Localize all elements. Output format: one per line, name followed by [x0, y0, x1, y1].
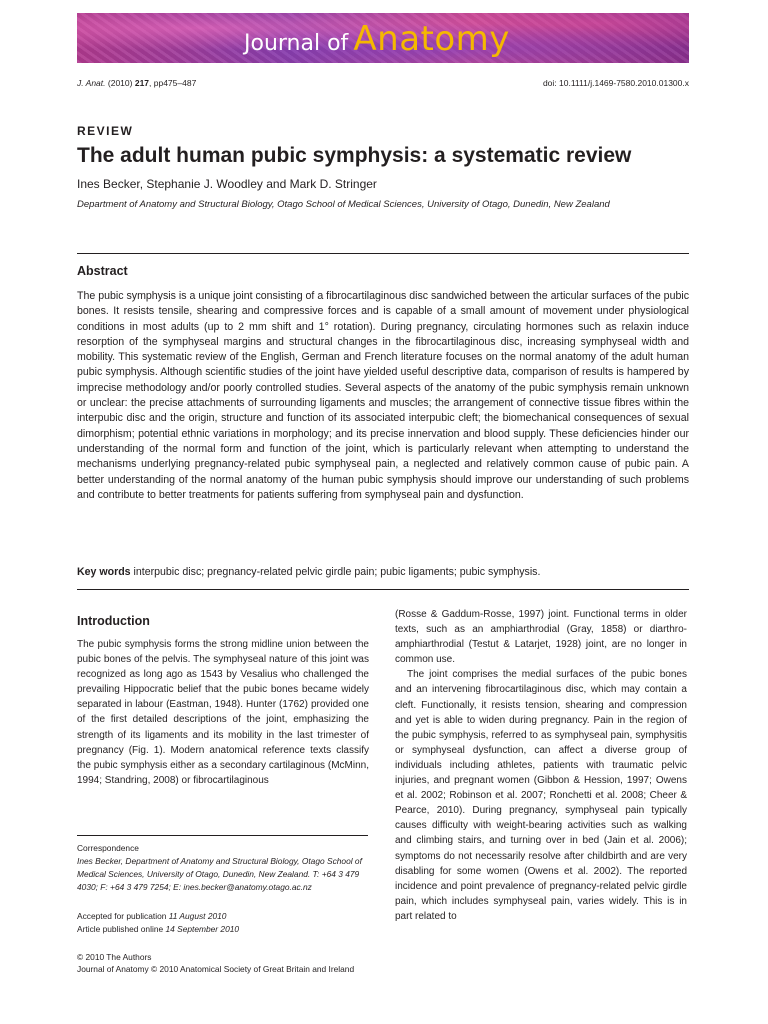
published-label: Article published online [77, 924, 166, 934]
article-authors: Ines Becker, Stephanie J. Woodley and Mark D. Stringer [77, 177, 377, 191]
article-title: The adult human pubic symphysis: a systematic review [77, 144, 632, 167]
publication-dates [77, 910, 372, 936]
journal-title-prefix: Journal of [244, 31, 349, 56]
abstract-bottom-rule [77, 589, 689, 590]
introduction-paragraph-1: The pubic symphysis forms the strong midline union between the pubic bones of the pelvis. The symphyseal nature of this joint was recognized as long ago as 1543 by Vesalius who challenged the prevailing Hippocratic belief that the pubic bones became widely separated in labour (Eastman, 1948). Hunter (1762) provided one of the first detailed descriptions of the joint, emphasizing the strength of its ligaments and its mobility in the last trimester of pregnancy (Fig. 1). Modern anatomical reference texts classify the pubic symphysis either as a secondary cartilaginous (McMinn, 1994; Standring, 2008) or fibrocartilaginous [77, 639, 369, 786]
introduction-heading: Introduction [77, 614, 150, 628]
abstract-heading: Abstract [77, 264, 128, 278]
accepted-label: Accepted for publication [77, 911, 169, 921]
footnote-rule [77, 835, 368, 836]
citation-year: (2010) [107, 78, 133, 88]
copyright-line-1: © 2010 The Authors [77, 952, 152, 962]
citation-journal: J. Anat. [77, 78, 106, 88]
copyright [77, 952, 677, 975]
correspondence [77, 842, 372, 894]
introduction-paragraph-3: The joint comprises the medial surfaces of the pubic bones and an intervening fibrocartilaginous disc, which may contain a cleft. Functionally, it resists tension, shearing and compression and yet is able to widen during pregnancy. Pain in the region of the pubic symphysis, referred to as symphyseal pain, symphysitis or symphyseal dysfunction, can affect a diverse group of individuals including athletes, patients with traumatic pelvic injuries, and pregnant women (Gibbon & Hession, 1997; Owens et al. 2002; Robinson et al. 2007; Ronchetti et al. 2008; Cheer & Pearce, 2010). During pregnancy, symphyseal pain typically causes difficulty with weight-bearing activities such as walking and climbing stairs, and turning over in bed (Jain et al. 2006); symptoms do not necessarily resolve after childbirth and are very disabling for some women (Owens et al. 2002). The reported incidence and point prevalence of pregnancy-related pelvic girdle pain, which includes symphyseal pain, varies widely. This is in part related to [395, 669, 687, 922]
abstract-top-rule [77, 253, 689, 254]
copyright-line-2: Journal of Anatomy © 2010 Anatomical Society of Great Britain and Ireland [77, 963, 355, 974]
journal-title [244, 19, 510, 59]
correspondence-label: Correspondence [77, 843, 139, 853]
article-type-label: REVIEW [77, 124, 134, 138]
journal-title-name: Anatomy [353, 19, 510, 59]
introduction-right-column [395, 607, 687, 924]
journal-banner [77, 13, 689, 63]
citation [77, 78, 196, 88]
published-date: 14 September 2010 [165, 924, 240, 934]
keywords-text: interpubic disc; pregnancy-related pelvic girdle pain; pubic ligaments; pubic symphysis. [130, 566, 541, 578]
published-line [77, 923, 372, 936]
citation-volume: 217 [134, 78, 150, 88]
abstract-text: The pubic symphysis is a unique joint consisting of a fibrocartilaginous disc sandwiched between the articular surfaces of the pubic bones. It resists tensile, shearing and compressive forces and is capable of a small amount of movement under physiological conditions in most adults (up to 2 mm shift and 1° rotation). During pregnancy, circulating hormones such as relaxin induce resorption of the symphyseal margins and structural changes in the fibrocartilaginous disc, increasing symphyseal width and mobility. This systematic review of the English, German and French literature focuses on the normal anatomy of the adult human pubic symphysis. Although scientific studies of the joint have yielded useful descriptive data, comparison of results is hampered by imprecise methodology and/or poorly controlled studies. Several aspects of the anatomy of the pubic symphysis remain unknown or unclear: the precise attachments of surrounding ligaments and muscles; the arrangement of connective tissue fibres within the interpubic disc and the origin, structure and function of its associated interpubic cleft; the biomechanical consequences of sexual dimorphism; potential ethnic variations in morphology; and its precise innervation and blood supply. These deficiencies hinder our understanding of the normal form and function of the joint, which is particularly relevant when attempting to understand the mechanisms underlying pregnancy-related pubic symphyseal pain, a neglected and relatively common cause of pubic pain. A better understanding of the normal anatomy of the human pubic symphysis should improve our understanding of such problems and contribute to better treatments for patients suffering from symphyseal pain and dysfunction. [77, 290, 689, 501]
doi[interactable]: doi: 10.1111/j.1469-7580.2010.01300.x [542, 78, 689, 88]
introduction-paragraph-2: (Rosse & Gaddum-Rosse, 1997) joint. Functional terms in older texts, such as an amphiarthrodial (Gray, 1858) or diarthro-amphiarthrodial (Testut & Latarjet, 1928) joint, are no longer in common use. [395, 609, 687, 666]
accepted-date: 11 August 2010 [168, 911, 227, 921]
accepted-line [77, 910, 372, 923]
keywords [77, 565, 689, 580]
article-affiliation: Department of Anatomy and Structural Biology, Otago School of Medical Sciences, University of Otago, Dunedin, New Zealand [77, 199, 610, 210]
introduction-left-column [77, 637, 369, 788]
citation-pages: , pp475–487 [149, 78, 197, 88]
correspondence-text: Ines Becker, Department of Anatomy and Structural Biology, Otago School of Medical Sciences, University of Otago, Dunedin, New Zealand. T: +64 3 479 4030; F: +64 3 479 7254; E: ines.becker@anatomy.otago.ac.nz [77, 856, 362, 892]
keywords-label: Key words [77, 566, 131, 578]
